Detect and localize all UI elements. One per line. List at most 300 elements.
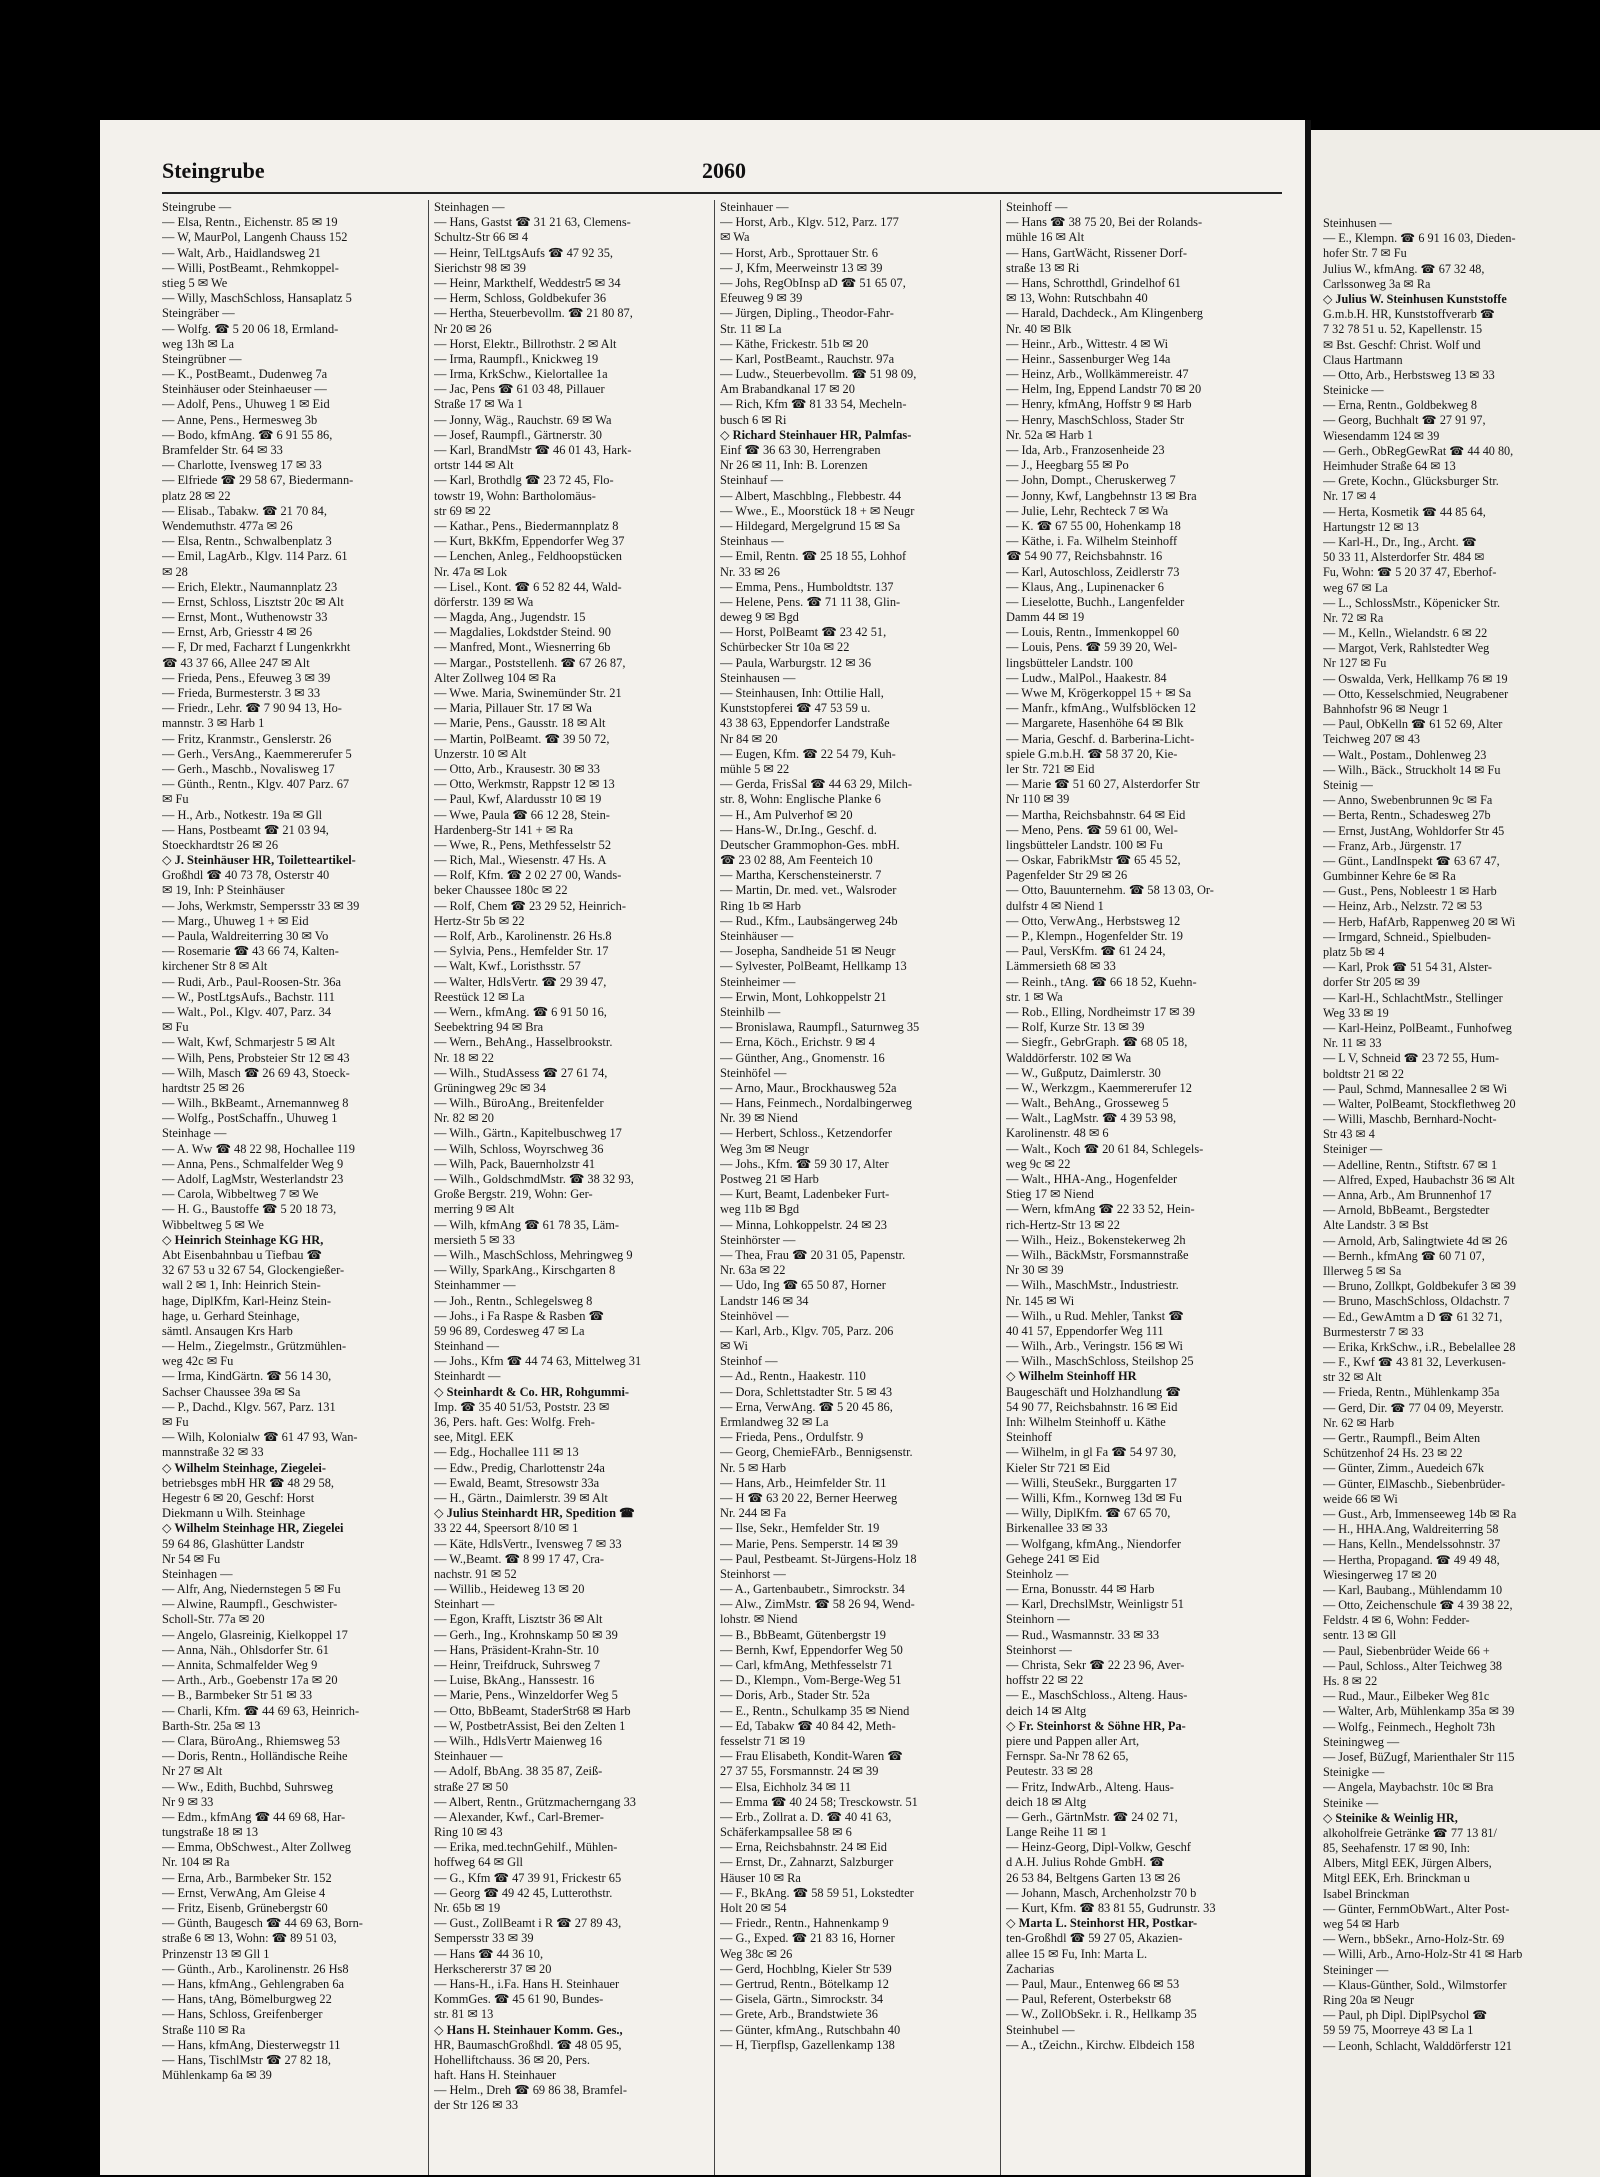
directory-entry-line: — Christa, Sekr ☎ 22 23 96, Aver- <box>1006 1658 1185 1672</box>
directory-entry-line: mannstr. 3 ✉ Harb 1 <box>162 716 265 731</box>
directory-entry-line: — Horst, PolBeamt ☎ 23 42 51, <box>720 625 887 640</box>
directory-entry-line: — Gerd, Dir. ☎ 77 04 09, Meyerstr. <box>1323 1400 1504 1415</box>
directory-entry-line: — H., Arb., Notkestr. 19a ✉ Gll <box>162 807 323 822</box>
directory-entry-line: — Hans ☎ 44 36 10, <box>434 1946 544 1961</box>
directory-entry-line: — Wwe., E., Moorstück 18 + ✉ Neugr <box>720 503 915 518</box>
directory-entry-line: — Edm., kfmAng ☎ 44 69 68, Har- <box>162 1809 346 1824</box>
directory-entry-line: — Günth., Rentn., Klgv. 407 Parz. 67 <box>162 777 350 792</box>
directory-entry-line: — Margar., Poststellenh. ☎ 67 26 87, <box>434 655 626 670</box>
directory-entry-line: — Ad., Rentn., Haakestr. 110 <box>720 1369 866 1384</box>
directory-entry-line: Mühlenkamp 6a ✉ 39 <box>162 2068 272 2083</box>
directory-entry-line: — Frieda, Pens., Efeuweg 3 ✉ 39 <box>162 670 331 685</box>
directory-entry-line: — Günter, FernmObWart., Alter Post- <box>1323 1901 1510 1916</box>
directory-entry-line: G.m.b.H. HR, Kunststoffverarb ☎ <box>1323 307 1496 322</box>
directory-entry-line: — Fritz, IndwArb., Alteng. Haus- <box>1006 1779 1174 1794</box>
directory-entry-line: — Erb., Zollrat a. D. ☎ 40 41 63, <box>720 1809 892 1824</box>
directory-entry-line: — Martha, Kerschensteinerstr. 7 <box>720 868 882 883</box>
directory-entry-line: haft. Hans H. Steinhauer <box>434 2068 557 2083</box>
directory-entry-line: — Lenchen, Anleg., Feldhoopstücken <box>434 549 622 564</box>
directory-entry-line: — Joh., Rentn., Schlegelsweg 8 <box>434 1293 593 1308</box>
directory-entry-line: — Gerh., GärtnMstr. ☎ 24 02 71, <box>1006 1809 1178 1824</box>
directory-entry-line: dörferstr. 139 ✉ Wa <box>434 594 534 609</box>
directory-entry-line: — Johs., Kfm. ☎ 59 30 17, Alter <box>720 1156 889 1171</box>
directory-entry-line: — Rolf, Arb., Karolinenstr. 26 Hs.8 <box>434 929 612 943</box>
directory-entry-line: — Manfred, Mont., Wiesnerring 6b <box>434 640 611 655</box>
directory-entry-line: — Günther, Ang., Gnomenstr. 16 <box>720 1050 885 1065</box>
directory-entry-line: ✉ 19, Inh: P Steinhäuser <box>162 883 285 898</box>
directory-entry-line: ler Str. 721 ✉ Eid <box>1006 761 1095 776</box>
directory-entry-line: — Rolf, Chem ☎ 23 29 52, Heinrich- <box>434 898 626 913</box>
directory-entry-line: platz 5b ✉ 4 <box>1323 945 1385 959</box>
directory-entry-line: — Otto, BbBeamt, StaderStr68 ✉ Harb <box>434 1703 631 1718</box>
directory-entry-line: — Hans-H., i.Fa. Hans H. Steinhauer <box>434 1976 620 1991</box>
directory-entry-line: busch 6 ✉ Ri <box>720 412 787 427</box>
directory-entry-line: hofer Str. 7 ✉ Fu <box>1323 246 1407 261</box>
directory-entry-line: platz 28 ✉ 22 <box>162 488 231 503</box>
directory-entry-line: — Willy, SparkAng., Kirschgarten 8 <box>434 1263 616 1278</box>
surname-heading: Steinhoff — <box>1006 200 1068 214</box>
directory-entry-line: — Angelo, Glasreinig, Kielkoppel 17 <box>162 1627 348 1642</box>
directory-entry-line: Herkschererstr 37 ✉ 20 <box>434 1961 552 1976</box>
directory-entry-line: Holt 20 ✉ 54 <box>720 1901 787 1915</box>
directory-entry-line: Nr. 18 ✉ 22 <box>434 1050 494 1065</box>
directory-entry-line: — Walt., HHA-Ang., Hogenfelder <box>1006 1172 1178 1186</box>
directory-entry-line: — Paul, Kwf, Alardusstr 10 ✉ 19 <box>434 792 602 807</box>
directory-entry-line: — Hans, Kelln., Mendelssohnstr. 37 <box>1323 1537 1501 1552</box>
directory-entry-line: — Walt, Kwf., Loristhsstr. 57 <box>434 959 581 974</box>
directory-entry-line: — Willy, MaschSchloss, Hansaplatz 5 <box>162 291 352 306</box>
directory-entry-line: — Steinhausen, Inh: Ottilie Hall, <box>720 686 884 700</box>
directory-entry-line: ◇ Wilhelm Steinhage HR, Ziegelei <box>162 1521 344 1536</box>
surname-heading: Steinhilb — <box>720 1004 781 1019</box>
directory-entry-line: — Wilh., MaschSchloss, Mehringweg 9 <box>434 1247 633 1262</box>
directory-entry-line: — Käte, HdlsVertr., Ivensweg 7 ✉ 33 <box>434 1536 622 1551</box>
directory-entry-line: Schultz-Str 66 ✉ 4 <box>434 230 529 245</box>
directory-entry-line: Sierichstr 98 ✉ 39 <box>434 260 526 275</box>
directory-entry-line: — Rich, Mal., Wiesenstr. 47 Hs. A <box>434 853 607 868</box>
directory-entry-line: Wiesingerweg 17 ✉ 20 <box>1323 1567 1437 1582</box>
directory-entry-line: — A., tZeichn., Kirchw. Elbdeich 158 <box>1006 2037 1195 2052</box>
directory-entry-line: — Thea, Frau ☎ 20 31 05, Papenstr. <box>720 1247 906 1262</box>
directory-entry-line: — Hans, TischlMstr ☎ 27 82 18, <box>162 2052 331 2067</box>
directory-entry-line: Gumbinner Kehre 6e ✉ Ra <box>1323 869 1456 884</box>
directory-entry-line: Mitgl EEK, Erh. Brinckman u <box>1323 1871 1470 1886</box>
directory-entry-line: — Magda, Ang., Jugendstr. 15 <box>434 610 586 625</box>
directory-entry-line: deich 18 ✉ Altg <box>1006 1794 1087 1809</box>
directory-entry-line: — Marie ☎ 51 60 27, Alsterdorfer Str <box>1006 777 1200 792</box>
surname-heading: Steiningweg — <box>1323 1734 1400 1749</box>
surname-heading: Steiniger — <box>1323 1142 1383 1157</box>
surname-heading: Steinigke — <box>1323 1765 1385 1780</box>
directory-entry-line: — Erna, Köch., Erichstr. 9 ✉ 4 <box>720 1035 875 1050</box>
directory-entry-line: — Marie, Pens. Semperstr. 14 ✉ 39 <box>720 1536 898 1551</box>
directory-entry-line: — Hans, Postbeamt ☎ 21 03 94, <box>162 822 329 837</box>
directory-entry-line: — Walt., Pol., Klgv. 407, Parz. 34 <box>162 1004 332 1019</box>
directory-entry-line: — Karl-Heinz, PolBeamt., Funhofweg <box>1323 1020 1512 1035</box>
directory-entry-line: — Paul, ObKelln ☎ 61 52 69, Alter <box>1323 717 1503 732</box>
column-rule <box>428 200 429 2175</box>
directory-entry-line: — Bruno, Zollkpt, Goldbekufer 3 ✉ 39 <box>1323 1279 1517 1294</box>
directory-entry-line: 54 90 77, Reichsbahnstr. 16 ✉ Eid <box>1006 1399 1178 1414</box>
directory-entry-line: — Sylvia, Pens., Hemfelder Str. 17 <box>434 944 609 959</box>
directory-entry-line: — Horst, Arb., Klgv. 512, Parz. 177 <box>720 215 899 230</box>
directory-entry-line: — Kurt, BkKfm, Eppendorfer Weg 37 <box>434 534 625 549</box>
directory-entry-line: — Eugen, Kfm. ☎ 22 54 79, Kuh- <box>720 746 896 761</box>
directory-entry-line: — Erich, Elektr., Naumannplatz 23 <box>162 579 338 594</box>
directory-entry-line: — Anne, Pens., Hermesweg 3b <box>162 412 318 427</box>
directory-entry-line: Julius W., kfmAng. ☎ 67 32 48, <box>1323 261 1485 276</box>
directory-entry-line: — Udo, Ing ☎ 65 50 87, Horner <box>720 1278 886 1293</box>
directory-entry-line: — Wilh., u Rud. Mehler, Tankst ☎ <box>1006 1308 1184 1323</box>
directory-entry-line: — Emma, Pens., Humboldtstr. 137 <box>720 579 894 594</box>
directory-entry-line: mühle 16 ✉ Alt <box>1006 230 1085 245</box>
directory-entry-line: — Willi, SteuSekr., Burggarten 17 <box>1006 1475 1177 1490</box>
directory-entry-line: towstr 19, Wohn: Bartholomäus- <box>434 488 596 503</box>
directory-entry-line: — Rosemarie ☎ 43 66 74, Kalten- <box>162 944 339 959</box>
directory-entry-line: Große Bergstr. 219, Wohn: Ger- <box>434 1187 593 1202</box>
directory-entry-line: Gehege 241 ✉ Eid <box>1006 1551 1100 1566</box>
directory-entry-line: Sachser Chaussee 39a ✉ Sa <box>162 1384 301 1399</box>
directory-entry-line: — Gertr., Raumpfl., Beim Alten <box>1323 1431 1481 1445</box>
directory-entry-line: ✉ Fu <box>162 1415 189 1429</box>
directory-entry-line: — Wilh., MaschSchloss, Steilshop 25 <box>1006 1354 1194 1369</box>
surname-heading: Steinhart — <box>434 1597 495 1612</box>
directory-entry-line: Straße 110 ✉ Ra <box>162 2022 246 2037</box>
directory-entry-line: Nr. 244 ✉ Fa <box>720 1506 787 1521</box>
directory-entry-line: — Erika, KrkSchw., i.R., Bebelallee 28 <box>1323 1339 1516 1354</box>
page-header <box>162 158 1282 194</box>
directory-entry-line: ◇ Wilhelm Steinhoff HR <box>1006 1369 1137 1384</box>
directory-entry-line: piere und Pappen aller Art, <box>1006 1733 1140 1748</box>
directory-entry-line: Nr 54 ✉ Fu <box>162 1551 221 1566</box>
directory-entry-line: 32 67 53 u 32 67 54, Glockengießer- <box>162 1263 345 1278</box>
directory-entry-line: — Franz, Arb., Jürgenstr. 17 <box>1323 838 1462 853</box>
directory-entry-line: — Wilh., HdlsVertr Maienweg 16 <box>434 1733 602 1748</box>
directory-entry-line: ☎ 23 02 88, Am Feenteich 10 <box>720 853 873 868</box>
directory-entry-line: — Josef, Raumpfl., Gärtnerstr. 30 <box>434 427 602 442</box>
directory-entry-line: — Emil, Rentn. ☎ 25 18 55, Lohhof <box>720 549 907 564</box>
directory-entry-line: Sempersstr 33 ✉ 39 <box>434 1931 534 1946</box>
directory-entry-line: Fernspr. Sa-Nr 78 62 65, <box>1006 1749 1129 1764</box>
directory-entry-line: — Alfred, Exped, Haubachstr 36 ✉ Alt <box>1323 1172 1515 1187</box>
directory-entry-line: sentr. 13 ✉ Gll <box>1323 1628 1397 1643</box>
directory-entry-line: Bramfelder Str. 64 ✉ 33 <box>162 443 283 457</box>
directory-entry-line: Nr 20 ✉ 26 <box>434 321 492 336</box>
directory-entry-line: — Günt., LandInspekt ☎ 63 67 47, <box>1323 853 1500 868</box>
directory-entry-line: Illerweg 5 ✉ Sa <box>1323 1263 1402 1278</box>
surname-heading: Steinhand — <box>434 1339 500 1354</box>
directory-entry-line: — Manfr., kfmAng., Wulfsblöcken 12 <box>1006 701 1196 716</box>
directory-entry-line: dorfer Str 205 ✉ 39 <box>1323 975 1420 990</box>
directory-entry-line: — Rolf, Kurze Str. 13 ✉ 39 <box>1006 1020 1145 1035</box>
directory-entry-line: — Clara, BüroAng., Rhiemsweg 53 <box>162 1733 340 1748</box>
directory-entry-line: — Alexander, Kwf., Carl-Bremer- <box>434 1809 604 1824</box>
directory-entry-line: Hardenberg-Str 141 + ✉ Ra <box>434 822 573 837</box>
directory-entry-line: deich 14 ✉ Altg <box>1006 1703 1087 1718</box>
directory-entry-line: Hartungstr 12 ✉ 13 <box>1323 519 1419 534</box>
directory-entry-line: — Jonny, Wäg., Rauchstr. 69 ✉ Wa <box>434 412 612 427</box>
directory-entry-line: — Wwe M, Krögerkoppel 15 + ✉ Sa <box>1006 686 1192 700</box>
directory-entry-line: — H, Tierpflsp, Gazellenkamp 138 <box>720 2037 895 2052</box>
directory-entry-line: — Frieda, Burmesterstr. 3 ✉ 33 <box>162 686 321 700</box>
directory-entry-line: wall 2 ✉ 1, Inh: Heinrich Stein- <box>162 1278 321 1293</box>
surname-heading: Steinig — <box>1323 777 1373 792</box>
surname-heading: Steinhäuser oder Steinhaeuser — <box>162 382 327 397</box>
directory-entry-line: — Otto, Arb., Krausestr. 30 ✉ 33 <box>434 761 600 776</box>
directory-entry-line: — Helm., Dreh ☎ 69 86 38, Bramfel- <box>434 2083 627 2098</box>
directory-entry-line: hage, DiplKfm, Karl-Heinz Stein- <box>162 1293 331 1308</box>
directory-entry-line: — Wilh., GoldschmdMstr. ☎ 38 32 93, <box>434 1172 634 1186</box>
directory-entry-line: Nr 110 ✉ 39 <box>1006 792 1070 807</box>
directory-entry-line: — Doris, Rentn., Holländische Reihe <box>162 1749 348 1764</box>
directory-entry-line: — W., Werkzgm., Kaemmererufer 12 <box>1006 1080 1192 1095</box>
directory-entry-line: — Herbert, Schloss., Ketzendorfer <box>720 1126 893 1141</box>
directory-entry-line: mersieth 5 ✉ 33 <box>434 1232 515 1247</box>
directory-entry-line: — Emma, ObSchwest., Alter Zollweg <box>162 1840 351 1855</box>
directory-entry-line: Großhdl ☎ 40 73 78, Osterstr 40 <box>162 868 330 883</box>
directory-entry-line: — Walt, Arb., Haidlandsweg 21 <box>162 245 321 260</box>
directory-entry-line: — Ewald, Beamt, Stresowstr 33a <box>434 1475 600 1490</box>
directory-entry-line: Lange Reihe 11 ✉ 1 <box>1006 1825 1107 1840</box>
directory-column-4 <box>1006 200 1288 2053</box>
directory-entry-line: — K. ☎ 67 55 00, Hohenkamp 18 <box>1006 518 1181 533</box>
directory-entry-line: — Ludw., Steuerbevollm. ☎ 51 98 09, <box>720 367 917 382</box>
surname-heading: Steinhagen — <box>162 1566 233 1581</box>
directory-entry-line: Straße 17 ✉ Wa 1 <box>434 397 523 412</box>
directory-entry-line: — F., BkAng. ☎ 58 59 51, Lokstedter <box>720 1885 914 1900</box>
directory-entry-line: — Heinz, Arb., Nelzstr. 72 ✉ 53 <box>1323 899 1483 914</box>
directory-entry-line: — Heinr., Arb., Wittestr. 4 ✉ Wi <box>1006 336 1169 351</box>
directory-entry-line: — Wilh., MaschMstr., Industriestr. <box>1006 1278 1179 1293</box>
directory-entry-line: — G., Kfm ☎ 47 39 91, Frickestr 65 <box>434 1870 622 1885</box>
directory-entry-line: — Frieda, Pens., Ordulfstr. 9 <box>720 1430 864 1445</box>
directory-entry-line: — Paula, Warburgstr. 12 ✉ 36 <box>720 655 872 670</box>
directory-entry-line: boldtstr 21 ✉ 22 <box>1323 1066 1404 1081</box>
directory-entry-line: Nr. 17 ✉ 4 <box>1323 489 1376 504</box>
directory-entry-line: — G., Exped. ☎ 21 83 16, Horner <box>720 1931 895 1946</box>
directory-entry-line: — Walt, Kwf, Schmarjestr 5 ✉ Alt <box>162 1035 335 1050</box>
directory-entry-line: — Erna, Bonusstr. 44 ✉ Harb <box>1006 1582 1155 1597</box>
directory-entry-line: hoffweg 64 ✉ Gll <box>434 1855 523 1870</box>
directory-entry-line: — Adelline, Rentn., Stiftstr. 67 ✉ 1 <box>1323 1157 1498 1172</box>
directory-entry-line: — W., Gußputz, Daimlerstr. 30 <box>1006 1065 1161 1080</box>
directory-entry-line: KommGes. ☎ 45 61 90, Bundes- <box>434 1992 604 2007</box>
directory-entry-line: — Carl, kfmAng, Methfesselstr 71 <box>720 1658 893 1672</box>
directory-entry-line: — Hans, tAng, Bömelburgweg 22 <box>162 1992 332 2007</box>
directory-entry-line: ◇ Julius W. Steinhusen Kunststoffe <box>1323 291 1507 306</box>
directory-entry-line: Weg 38c ✉ 26 <box>720 1946 793 1961</box>
directory-entry-line: — Fritz, Kranmstr., Genslerstr. 26 <box>162 731 332 746</box>
directory-entry-line: Burmesterstr 7 ✉ 33 <box>1323 1324 1424 1339</box>
directory-entry-line: — W., PostLtgsAufs., Bachstr. 111 <box>162 989 335 1004</box>
directory-entry-line: ◇ J. Steinhäuser HR, Toiletteartikel- <box>162 853 356 868</box>
directory-entry-line: — Paul, Maur., Entenweg 66 ✉ 53 <box>1006 1976 1180 1991</box>
directory-entry-line: Ring 10 ✉ 43 <box>434 1825 503 1840</box>
directory-entry-line: — Ernst, JustAng, Wohldorfer Str 45 <box>1323 823 1505 838</box>
directory-entry-line: — B., BbBeamt, Gütenbergstr 19 <box>720 1627 886 1642</box>
surname-heading: Steinhardt — <box>434 1369 501 1384</box>
directory-entry-line: — Wilh., BüroAng., Breitenfelder <box>434 1096 604 1111</box>
directory-entry-line: Hertz-Str 5b ✉ 22 <box>434 913 525 928</box>
directory-entry-line: — Kurt, Kfm. ☎ 83 81 55, Gudrunstr. 33 <box>1006 1901 1216 1915</box>
directory-entry-line: — A., Gartenbaubetr., Simrockstr. 34 <box>720 1582 905 1597</box>
directory-entry-line: — Bruno, MaschSchloss, Oldachstr. 7 <box>1323 1294 1510 1309</box>
directory-entry-line: dulfstr 4 ✉ Niend 1 <box>1006 898 1104 913</box>
directory-entry-line: — Wilh., BäckMstr, Forsmannstraße <box>1006 1247 1189 1262</box>
directory-entry-line: Albers, Mitgl EEK, Jürgen Albers, <box>1323 1856 1492 1871</box>
directory-entry-line: Carlssonweg 3a ✉ Ra <box>1323 276 1431 291</box>
directory-entry-line: — Herb, HafArb, Rappenweg 20 ✉ Wi <box>1323 914 1516 929</box>
directory-entry-line: — Wilh, Schloss, Woyrschweg 36 <box>434 1141 604 1156</box>
directory-entry-line: — Walt., BehAng., Grosseweg 5 <box>1006 1096 1169 1111</box>
directory-entry-line: — Albert, Maschblng., Flebbestr. 44 <box>720 488 902 503</box>
directory-entry-line: — Karl, Brothdlg ☎ 23 72 45, Flo- <box>434 473 614 488</box>
directory-entry-line: tungstraße 18 ✉ 13 <box>162 1825 259 1840</box>
directory-entry-line: — Georg, ChemieFArb., Bennigsenstr. <box>720 1445 913 1460</box>
surname-heading: Steinhäuser — <box>720 929 794 943</box>
directory-entry-line: — Paul, VersKfm. ☎ 61 24 24, <box>1006 944 1166 959</box>
directory-entry-line: ✉ Wi <box>720 1339 748 1354</box>
directory-entry-line: — Irmgard, Schneid., Spielbuden- <box>1323 929 1491 944</box>
directory-entry-line: — Harald, Dachdeck., Am Klingenberg <box>1006 306 1203 321</box>
directory-entry-line: Wendemuthstr. 477a ✉ 26 <box>162 518 293 533</box>
directory-entry-line: — H. G., Baustoffe ☎ 5 20 18 73, <box>162 1202 337 1217</box>
directory-entry-line: — Anna, Arb., Am Brunnenhof 17 <box>1323 1188 1492 1202</box>
directory-entry-line: lohstr. ✉ Niend <box>720 1612 798 1627</box>
directory-entry-line: — Irma, KrkSchw., Kielortallee 1a <box>434 367 608 382</box>
directory-entry-line: Nr. 40 ✉ Blk <box>1006 321 1072 336</box>
directory-entry-line: — Grete, Arb., Brandstwiete 36 <box>720 2007 878 2022</box>
directory-entry-line: 50 33 11, Alsterdorfer Str. 484 ✉ <box>1323 550 1485 565</box>
directory-entry-line: — Wwe, Paula ☎ 66 12 28, Stein- <box>434 807 610 822</box>
directory-entry-line: weide 66 ✉ Wi <box>1323 1491 1398 1506</box>
directory-entry-line: — Albert, Rentn., Grützmacherngang 33 <box>434 1794 636 1809</box>
surname-heading: Steinhusen — <box>1323 216 1392 230</box>
directory-entry-line: 27 37 55, Forsmannstr. 24 ✉ 39 <box>720 1764 879 1779</box>
directory-entry-line: — Johs, Werkmstr, Sempersstr 33 ✉ 39 <box>162 898 360 913</box>
directory-entry-line: — Elfriede ☎ 29 58 67, Biedermann- <box>162 473 354 488</box>
directory-entry-line: — Karl-H., SchlachtMstr., Stellinger <box>1323 990 1503 1005</box>
directory-entry-line: straße 6 ✉ 13, Wohn: ☎ 89 51 03, <box>162 1931 337 1946</box>
directory-entry-line: — Irma, Raumpfl., Knickweg 19 <box>434 351 599 366</box>
directory-entry-line: — Willi, PostBeamt., Rehmkoppel- <box>162 260 339 275</box>
directory-entry-line: ◇ Julius Steinhardt HR, Spedition ☎ <box>434 1506 635 1521</box>
directory-entry-line: — Elsa, Rentn., Schwalbenplatz 3 <box>162 534 332 549</box>
directory-entry-line: Nr 27 ✉ Alt <box>162 1764 223 1779</box>
directory-entry-line: Teichweg 207 ✉ 43 <box>1323 732 1421 747</box>
directory-entry-line: — W, MaurPol, Langenh Chauss 152 <box>162 230 348 245</box>
directory-entry-line: Hs. 8 ✉ 22 <box>1323 1674 1378 1688</box>
directory-entry-line: — Magdalies, Lokdstder Steind. 90 <box>434 625 611 640</box>
directory-entry-line: 59 64 86, Glashütter Landstr <box>162 1536 305 1551</box>
directory-entry-line: Str. 11 ✉ La <box>720 321 782 336</box>
directory-entry-line: 40 41 57, Eppendorfer Weg 111 <box>1006 1323 1164 1338</box>
surname-heading: Steinhauer — <box>720 200 789 214</box>
directory-entry-line: — H ☎ 63 20 22, Berner Heerweg <box>720 1490 898 1505</box>
directory-entry-line: — Heinr, Treifdruck, Suhrsweg 7 <box>434 1658 601 1672</box>
directory-entry-line: — Erna, Reichsbahnstr. 24 ✉ Eid <box>720 1840 887 1855</box>
directory-entry-line: — Wolfg., Feinmech., Hegholt 73h <box>1323 1719 1496 1734</box>
surname-heading: Steinhauer — <box>434 1749 503 1764</box>
surname-heading: Steingräber — <box>162 306 235 321</box>
directory-entry-line: Birkenallee 33 ✉ 33 <box>1006 1521 1108 1536</box>
directory-entry-line: — Willi, Arb., Arno-Holz-Str 41 ✉ Harb <box>1323 1947 1523 1962</box>
directory-entry-line: ✉ Fu <box>162 1020 189 1035</box>
directory-entry-line: ✉ Fu <box>162 792 189 807</box>
directory-entry-line: Nr 9 ✉ 33 <box>162 1794 214 1809</box>
directory-entry-line: — Karl, Autoschloss, Zeidlerstr 73 <box>1006 564 1180 579</box>
directory-entry-line: — Reinh., tAng. ☎ 66 18 52, Kuehn- <box>1006 974 1197 989</box>
directory-entry-line: — Otto, Kesselschmied, Neugrabener <box>1323 686 1509 701</box>
directory-entry-line: — John, Dompt., Cheruskerweg 7 <box>1006 473 1176 488</box>
directory-entry-line: — Helm., Ziegelmstr., Grützmühlen- <box>162 1339 347 1354</box>
directory-entry-line: — Gerh., VersAng., Kaemmererufer 5 <box>162 746 352 761</box>
directory-entry-line: ☎ 43 37 66, Allee 247 ✉ Alt <box>162 655 310 670</box>
directory-entry-line: — Karl, PostBeamt., Rauchstr. 97a <box>720 351 895 366</box>
directory-entry-line: — Rud., Wasmannstr. 33 ✉ 33 <box>1006 1627 1160 1642</box>
directory-entry-line: beker Chaussee 180c ✉ 22 <box>434 883 568 898</box>
directory-entry-line: lingsbütteler Landstr. 100 <box>1006 655 1133 670</box>
directory-entry-line: — Wolfg., PostSchaffn., Uhuweg 1 <box>162 1111 338 1126</box>
directory-entry-line: ortstr 144 ✉ Alt <box>434 458 514 473</box>
directory-entry-line: — Jac, Pens ☎ 61 03 48, Pillauer <box>434 382 605 397</box>
directory-entry-line: — Jürgen, Dipling., Theodor-Fahr- <box>720 306 894 321</box>
directory-entry-line: — Josepha, Sandheide 51 ✉ Neugr <box>720 944 896 959</box>
directory-entry-line: weg 54 ✉ Harb <box>1323 1917 1400 1931</box>
directory-entry-line: Nr. 62 ✉ Harb <box>1323 1415 1395 1430</box>
directory-entry-line: — Paul, Siebenbrüder Weide 66 + <box>1323 1643 1490 1658</box>
directory-entry-line: Nr. 33 ✉ 26 <box>720 564 780 579</box>
directory-entry-line: alkoholfreie Getränke ☎ 77 13 81/ <box>1323 1825 1497 1840</box>
directory-entry-line: — Wilh, Kolonialw ☎ 61 47 93, Wan- <box>162 1430 358 1445</box>
page-number: 2060 <box>702 158 746 183</box>
directory-entry-line: — J., Heegbarg 55 ✉ Po <box>1006 458 1129 473</box>
directory-entry-line: — Emil, LagArb., Klgv. 114 Parz. 61 <box>162 549 348 564</box>
directory-entry-line: — Ernst, VerwAng, Am Gleise 4 <box>162 1885 326 1900</box>
directory-entry-line: Diekmann u Wilh. Steinhage <box>162 1506 306 1521</box>
directory-entry-line: Feldstr. 4 ✉ 6, Wohn: Fedder- <box>1323 1613 1470 1628</box>
directory-entry-line: — Hans, Arb., Heimfelder Str. 11 <box>720 1475 887 1490</box>
directory-entry-line: — Bodo, kfmAng. ☎ 6 91 55 86, <box>162 427 333 442</box>
directory-entry-line: — Karl, BrandMstr ☎ 46 01 43, Hark- <box>434 443 632 457</box>
directory-entry-line: Pagenfelder Str 29 ✉ 26 <box>1006 868 1128 883</box>
directory-entry-line: stieg 5 ✉ We <box>162 275 228 290</box>
directory-entry-line: Schäferkampsallee 58 ✉ 6 <box>720 1825 852 1840</box>
directory-entry-line: — Gust., ZollBeamt i R ☎ 27 89 43, <box>434 1916 622 1931</box>
directory-entry-line: — Karl, Prok ☎ 51 54 31, Alster- <box>1323 960 1492 975</box>
directory-entry-line: — Hans ☎ 38 75 20, Bei der Rolands- <box>1006 215 1203 230</box>
directory-entry-line: — W, PostbetrAssist, Bei den Zelten 1 <box>434 1718 626 1733</box>
directory-entry-line: — E., Rentn., Schulkamp 35 ✉ Niend <box>720 1703 910 1718</box>
directory-entry-line: — Martha, Reichsbahnstr. 64 ✉ Eid <box>1006 807 1186 822</box>
directory-entry-line: — Hertha, Steuerbevollm. ☎ 21 80 87, <box>434 306 633 321</box>
directory-entry-line: — Emma ☎ 40 24 58; Tresckowstr. 51 <box>720 1794 918 1809</box>
directory-entry-line: 36, Pers. haft. Ges: Wolfg. Freh- <box>434 1415 595 1429</box>
directory-entry-line: — Annita, Schmalfelder Weg 9 <box>162 1658 318 1672</box>
directory-entry-line: — Willi, Maschb, Bernhard-Nocht- <box>1323 1112 1497 1127</box>
directory-entry-line: sämtl. Ansaugen Krs Harb <box>162 1323 293 1338</box>
directory-entry-line: Schürbecker Str 10a ✉ 22 <box>720 640 850 655</box>
directory-entry-line: — Paul, Schmd, Mannesallee 2 ✉ Wi <box>1323 1081 1508 1096</box>
directory-entry-line: weg 13h ✉ La <box>162 336 234 351</box>
directory-entry-line: — Wilh, Pack, Bauernholzstr 41 <box>434 1156 596 1171</box>
running-title: Steingrube <box>162 158 265 183</box>
directory-entry-line: — B., Barmbeker Str 51 ✉ 33 <box>162 1688 313 1703</box>
directory-entry-line: — Arth., Arb., Goebenstr 17a ✉ 20 <box>162 1673 338 1688</box>
directory-entry-line: — Herm, Schloss, Goldbekufer 36 <box>434 291 607 306</box>
directory-entry-line: — Frieda, Rentn., Mühlenkamp 35a <box>1323 1385 1500 1400</box>
directory-entry-line: — Georg ☎ 49 42 45, Lutterothstr. <box>434 1885 613 1900</box>
